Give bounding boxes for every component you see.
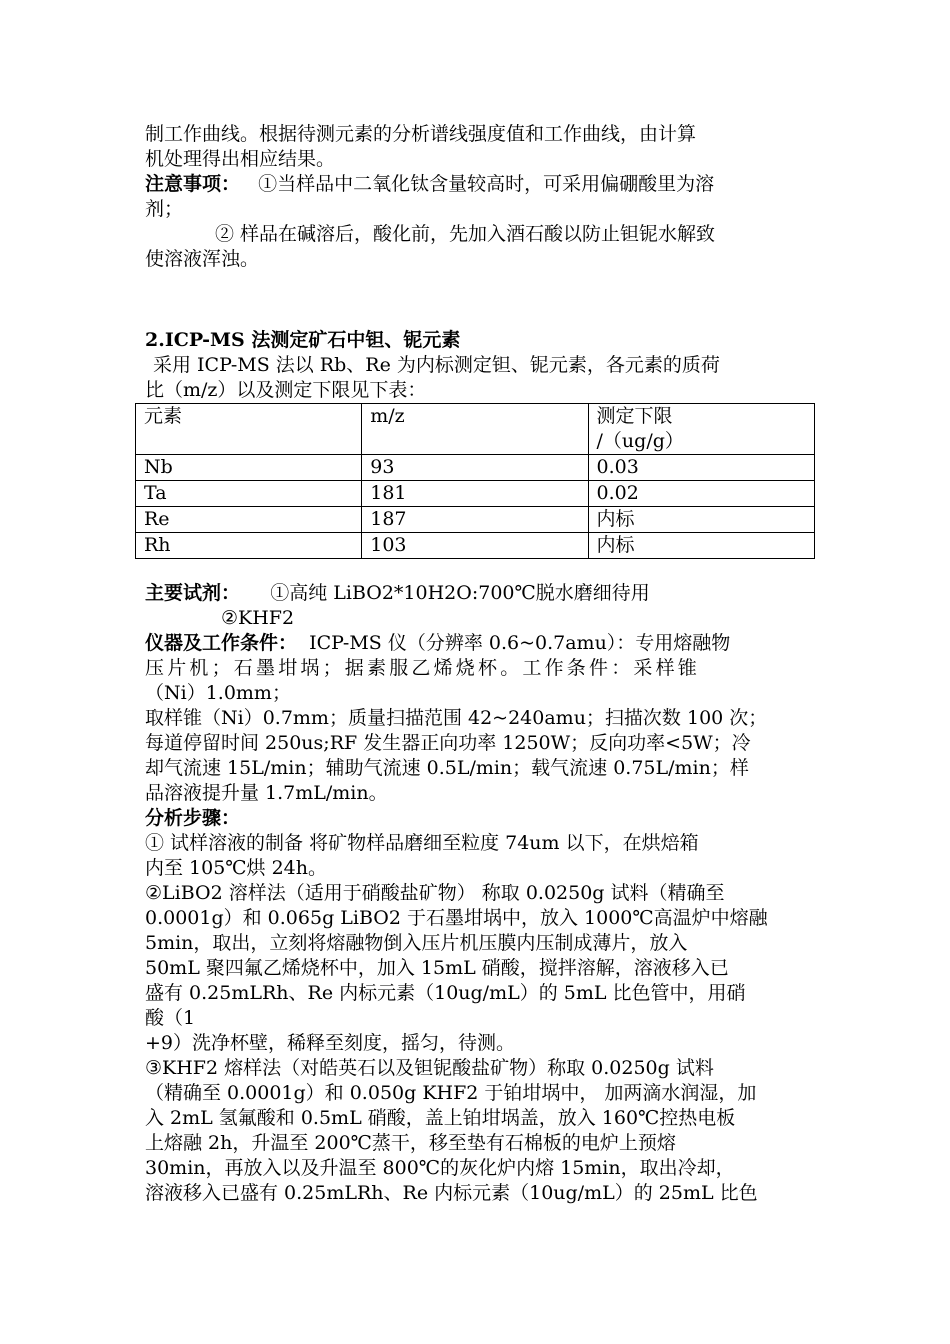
table-cell: Rh: [136, 533, 362, 559]
instrument-text: 品溶液提升量 1.7mL/min。: [145, 782, 388, 804]
notes-item-2-cont: 使溶液浑浊。: [145, 248, 260, 270]
table-row: [136, 481, 815, 507]
table-cell: Re: [136, 507, 362, 533]
table-cell: 181: [362, 481, 588, 507]
table-row: [136, 455, 815, 481]
table-header-cell: [588, 404, 814, 455]
notes-item-1-cont: 剂；: [145, 198, 184, 220]
section-intro: 采用 ICP-MS 法以 Rb、Re 为内标测定钽、铌元素，各元素的质荷: [153, 354, 720, 376]
table-header-row: [136, 404, 815, 455]
table-cell: 93: [362, 455, 588, 481]
reagents-item-1: ①高纯 LiBO2*10H2O:700℃脱水磨细待用: [270, 582, 650, 604]
instrument-heading: 仪器及工作条件：: [145, 632, 298, 654]
step-line: ① 试样溶液的制备 将矿物样品磨细至粒度 74um 以下，在烘焙箱: [145, 832, 699, 854]
section-intro: 比（m/z）以及测定下限见下表：: [145, 379, 427, 401]
table-row: [136, 533, 815, 559]
table-cell: 内标: [588, 507, 814, 533]
header-unit: /（ug/g）: [596, 430, 684, 452]
instrument-text: 却气流速 15L/min；辅助气流速 0.5L/min；载气流速 0.75L/min；样: [145, 757, 749, 779]
notes-heading: 注意事项：: [145, 173, 241, 195]
instrument-text: 每道停留时间 250us;RF 发生器正向功率 1250W；反向功率<5W；冷: [145, 732, 751, 754]
step-line: ③KHF2 熔样法（对皓英石以及钽铌酸盐矿物）称取 0.0250g 试料: [145, 1057, 714, 1079]
instrument-text: ICP-MS 仪（分辨率 0.6~0.7amu）：专用熔融物: [309, 632, 731, 654]
table-cell: Nb: [136, 455, 362, 481]
reagents-item-2: ②KHF2: [221, 607, 295, 629]
step-line: 5min，取出，立刻将熔融物倒入压片机压膜内压制成薄片，放入: [145, 932, 688, 954]
notes-item-2: ② 样品在碱溶后，酸化前，先加入酒石酸以防止钽铌水解致: [215, 223, 716, 245]
intro-line: 机处理得出相应结果。: [145, 148, 336, 170]
section-title: 2.ICP-MS 法测定矿石中钽、铌元素: [145, 329, 461, 351]
instrument-text: 压片机；石墨坩埚；据素服乙烯烧杯。工作条件：采样锥: [145, 657, 701, 679]
table-cell: 0.02: [588, 481, 814, 507]
instrument-text: 取样锥（Ni）0.7mm；质量扫描范围 42~240amu；扫描次数 100 次；: [145, 707, 768, 729]
step-line: 50mL 聚四氟乙烯烧杯中，加入 15mL 硝酸，搅拌溶解，溶液移入已: [145, 957, 729, 979]
steps-heading: 分析步骤：: [145, 807, 241, 829]
element-table: [135, 403, 815, 559]
step-line: 30min，再放入以及升温至 800℃的灰化炉内熔 15min，取出冷却，: [145, 1157, 735, 1179]
table-cell: Ta: [136, 481, 362, 507]
table-cell: 187: [362, 507, 588, 533]
instrument-text: （Ni）1.0mm；: [145, 682, 291, 704]
document-page: [145, 122, 815, 1206]
step-line: +9）洗净杯壁，稀释至刻度，摇匀，待测。: [145, 1032, 516, 1054]
table-cell: 0.03: [588, 455, 814, 481]
reagents-line: [145, 581, 815, 606]
step-line: 上熔融 2h，升温至 200℃蒸干，移至垫有石棉板的电炉上预熔: [145, 1132, 676, 1154]
table-cell: 103: [362, 533, 588, 559]
step-line: 0.0001g）和 0.065g LiBO2 于石墨坩埚中，放入 1000℃高温炉中熔融: [145, 907, 768, 929]
notes-line: [145, 172, 815, 197]
step-line: 入 2mL 氢氟酸和 0.5mL 硝酸，盖上铂坩埚盖，放入 160℃控热电板: [145, 1107, 736, 1129]
table-header-cell: m/z: [362, 404, 588, 455]
step-line: 盛有 0.25mLRh、Re 内标元素（10ug/mL）的 5mL 比色管中，用硝: [145, 982, 746, 1004]
spacer: [145, 272, 815, 328]
step-line: 酸（1: [145, 1007, 196, 1029]
header-text: 测定下限: [596, 405, 673, 427]
table-row: [136, 507, 815, 533]
reagents-heading: 主要试剂：: [145, 582, 241, 604]
notes-item-1: ①当样品中二氧化钛含量较高时，可采用偏硼酸里为溶: [258, 173, 715, 195]
step-line: 内至 105℃烘 24h。: [145, 857, 328, 879]
intro-line: 制工作曲线。根据待测元素的分析谱线强度值和工作曲线，由计算: [145, 123, 697, 145]
table-cell: 内标: [588, 533, 814, 559]
spacer: [145, 559, 815, 581]
step-line: （精确至 0.0001g）和 0.050g KHF2 于铂坩埚中， 加两滴水润湿，加: [145, 1082, 757, 1104]
step-line: ②LiBO2 溶样法（适用于硝酸盐矿物） 称取 0.0250g 试料（精确至: [145, 882, 725, 904]
step-line: 溶液移入已盛有 0.25mLRh、Re 内标元素（10ug/mL）的 25mL 比色: [145, 1182, 758, 1204]
table-header-cell: 元素: [136, 404, 362, 455]
instrument-line: [145, 631, 815, 656]
